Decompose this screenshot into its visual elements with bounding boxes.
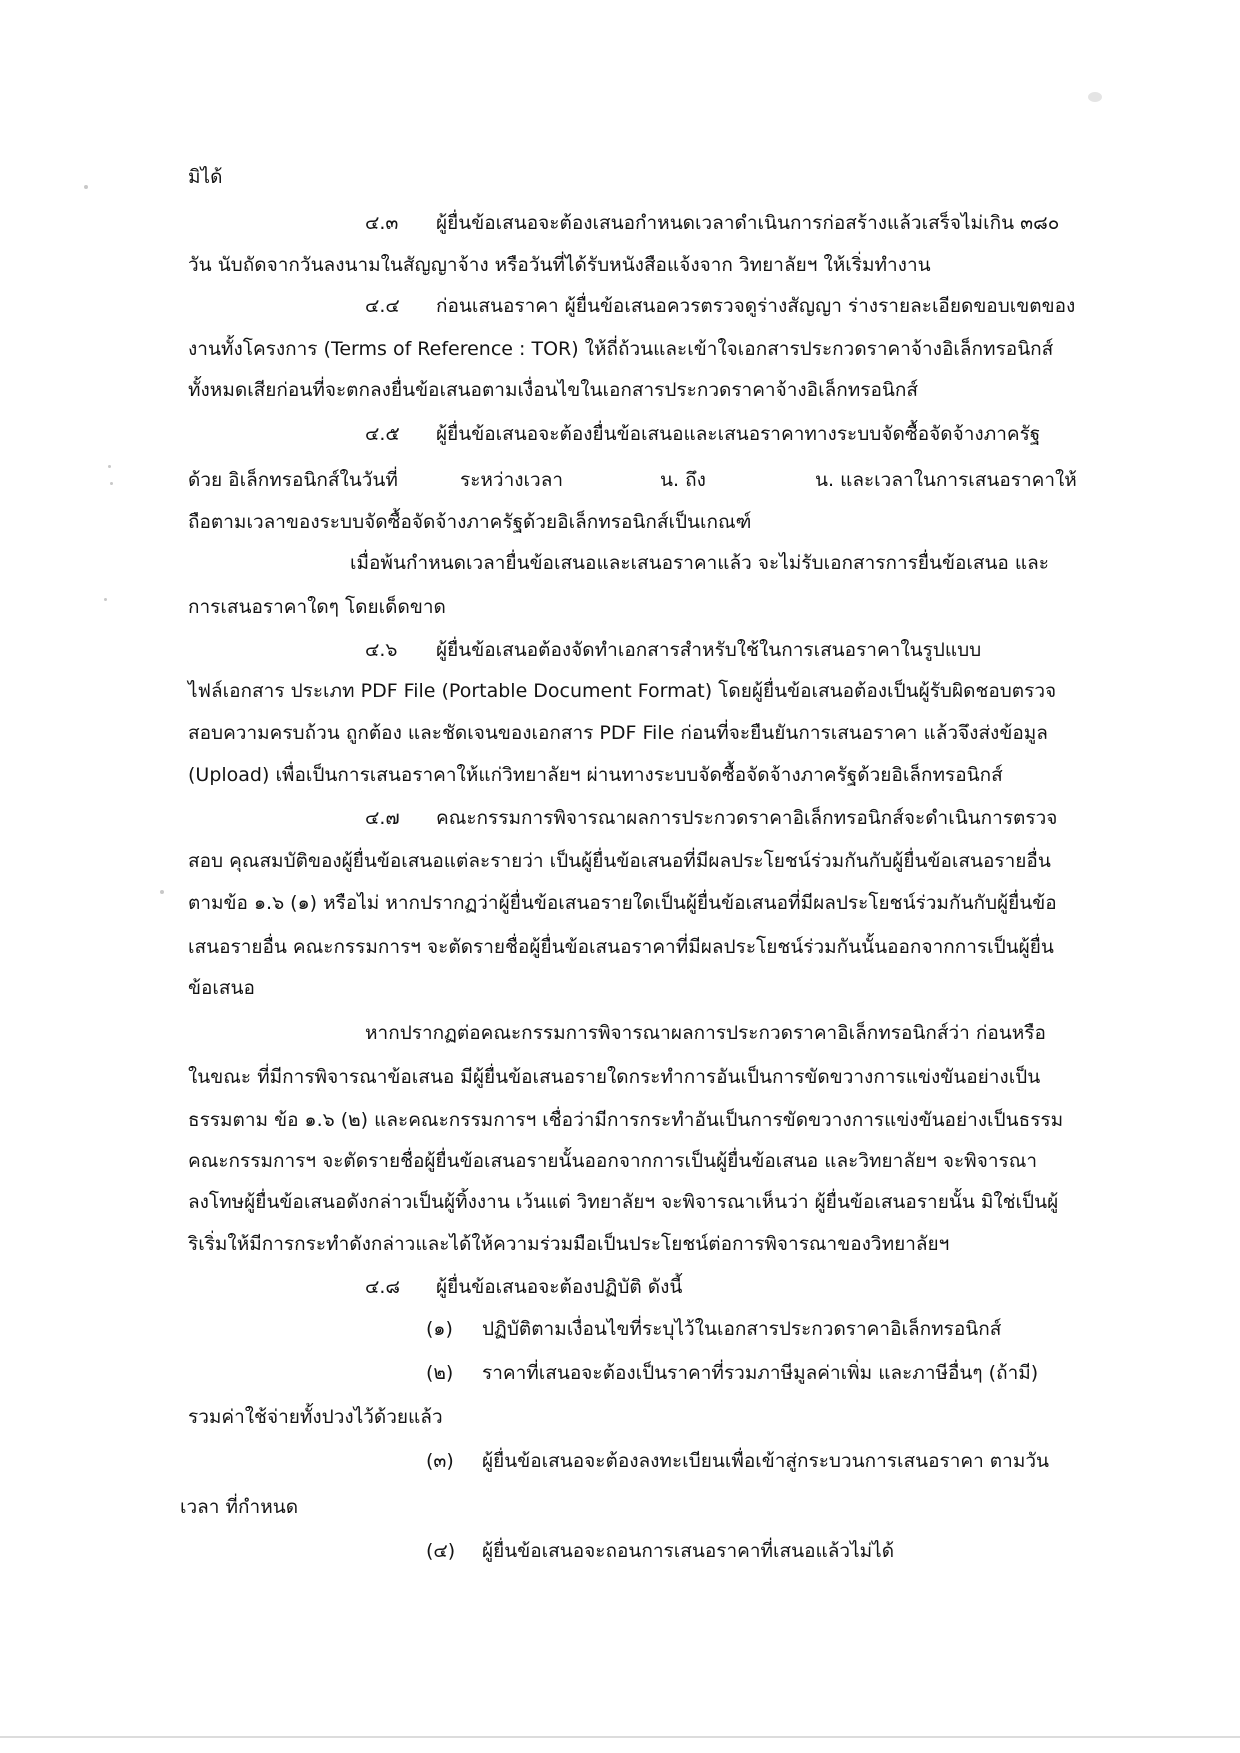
section-number: ๔.๗ bbox=[365, 807, 400, 829]
text-line: ปฏิบัติตามเงื่อนไขที่ระบุไว้ในเอกสารประกวดราคาอิเล็กทรอนิกส์ bbox=[482, 1318, 1002, 1340]
text-line: ริเริ่มให้มีการกระทำดังกล่าวและได้ให้ความร่วมมือเป็นประโยชน์ต่อการพิจารณาของวิทยาลัยฯ bbox=[188, 1233, 950, 1255]
text-line: ไฟล์เอกสาร ประเภท PDF File (Portable Document Format) โดยผู้ยื่นข้อเสนอต้องเป็นผู้รับผิดชอบตรวจ bbox=[188, 680, 1057, 702]
section-number: ๔.๔ bbox=[365, 295, 400, 317]
text-line: คณะกรรมการฯ จะตัดรายชื่อผู้ยื่นข้อเสนอรายนั้นออกจากการเป็นผู้ยื่นข้อเสนอ และวิทยาลัยฯ จะพิจารณา bbox=[188, 1150, 1037, 1172]
text-line: ผู้ยื่นข้อเสนอต้องจัดทำเอกสารสำหรับใช้ในการเสนอราคาในรูปแบบ bbox=[436, 639, 982, 661]
text-line: ก่อนเสนอราคา ผู้ยื่นข้อเสนอควรตรวจดูร่างสัญญา ร่างรายละเอียดขอบเขตของ bbox=[436, 295, 1076, 317]
text-line: การเสนอราคาใดๆ โดยเด็ดขาด bbox=[188, 596, 446, 618]
text-line: รวมค่าใช้จ่ายทั้งปวงไว้ด้วยแล้ว bbox=[188, 1406, 443, 1428]
text-line: ผู้ยื่นข้อเสนอจะถอนการเสนอราคาที่เสนอแล้วไม่ได้ bbox=[482, 1540, 895, 1562]
text-line: ธรรมตาม ข้อ ๑.๖ (๒) และคณะกรรมการฯ เชื่อว่ามีการกระทำอันเป็นการขัดขวางการแข่งขันอย่างเป็นธรรม bbox=[188, 1109, 1064, 1131]
text-line: เมื่อพ้นกำหนดเวลายื่นข้อเสนอและเสนอราคาแล้ว จะไม่รับเอกสารการยื่นข้อเสนอ และ bbox=[350, 552, 1049, 574]
text-line: มิได้ bbox=[188, 166, 223, 188]
text-line: ข้อเสนอ bbox=[188, 977, 255, 999]
text-line: ผู้ยื่นข้อเสนอจะต้องเสนอกำหนดเวลาดำเนินการก่อสร้างแล้วเสร็จไม่เกิน ๓๘๐ bbox=[436, 212, 1060, 234]
scan-edge bbox=[0, 1736, 1240, 1738]
section-number: ๔.๘ bbox=[365, 1276, 401, 1298]
section-number: ๔.๓ bbox=[365, 212, 399, 234]
text-line: ด้วย อิเล็กทรอนิกส์ในวันที่ bbox=[188, 469, 398, 491]
text-line: คณะกรรมการพิจารณาผลการประกวดราคาอิเล็กทรอนิกส์จะดำเนินการตรวจ bbox=[436, 807, 1058, 829]
scan-speck bbox=[110, 482, 113, 485]
item-number: (๔) bbox=[426, 1540, 456, 1562]
item-number: (๓) bbox=[426, 1450, 454, 1472]
text-line: ผู้ยื่นข้อเสนอจะต้องลงทะเบียนเพื่อเข้าสู่กระบวนการเสนอราคา ตามวัน bbox=[482, 1450, 1049, 1472]
text-line: ตามข้อ ๑.๖ (๑) หรือไม่ หากปรากฏว่าผู้ยื่นข้อเสนอรายใดเป็นผู้ยื่นข้อเสนอที่มีผลประโยชน์ร่วมกันกับผู้ยื่นข้อ bbox=[188, 892, 1057, 914]
text-line: ระหว่างเวลา bbox=[460, 469, 564, 491]
text-line: ลงโทษผู้ยื่นข้อเสนอดังกล่าวเป็นผู้ทิ้งงาน เว้นแต่ วิทยาลัยฯ จะพิจารณาเห็นว่า ผู้ยื่นข้อเสนอรายนั้น มิใช่เป็นผู้ bbox=[188, 1191, 1059, 1213]
text-line: (Upload) เพื่อเป็นการเสนอราคาให้แก่วิทยาลัยฯ ผ่านทางระบบจัดซื้อจัดจ้างภาครัฐด้วยอิเล็กทรอนิกส์ bbox=[188, 764, 1003, 786]
text-line: สอบความครบถ้วน ถูกต้อง และชัดเจนของเอกสาร PDF File ก่อนที่จะยืนยันการเสนอราคา แล้วจึงส่งข้อมูล bbox=[188, 722, 1048, 744]
scan-speck bbox=[104, 598, 107, 601]
section-number: ๔.๖ bbox=[365, 639, 398, 661]
text-line: ในขณะ ที่มีการพิจารณาข้อเสนอ มีผู้ยื่นข้อเสนอรายใดกระทำการอันเป็นการขัดขวางการแข่งขันอย่างเป็น bbox=[188, 1066, 1041, 1088]
text-line: เวลา ที่กำหนด bbox=[180, 1496, 299, 1518]
scan-speck bbox=[84, 185, 88, 189]
scan-speck bbox=[108, 465, 111, 468]
text-line: น. ถึง bbox=[660, 469, 706, 491]
text-line: น. และเวลาในการเสนอราคาให้ bbox=[815, 469, 1077, 491]
text-line: ผู้ยื่นข้อเสนอจะต้องยื่นข้อเสนอและเสนอราคาทางระบบจัดซื้อจัดจ้างภาครัฐ bbox=[436, 423, 1041, 445]
text-line: เสนอรายอื่น คณะกรรมการฯ จะตัดรายชื่อผู้ยื่นข้อเสนอราคาที่มีผลประโยชน์ร่วมกันนั้นออกจากการเป็นผู้ยื่น bbox=[188, 936, 1054, 958]
section-number: ๔.๕ bbox=[365, 423, 400, 445]
text-line: ถือตามเวลาของระบบจัดซื้อจัดจ้างภาครัฐด้วยอิเล็กทรอนิกส์เป็นเกณฑ์ bbox=[188, 511, 752, 533]
text-line: งานทั้งโครงการ (Terms of Reference : TOR) ให้ถี่ถ้วนและเข้าใจเอกสารประกวดราคาจ้างอิเล็กทรอนิกส์ bbox=[188, 338, 1054, 360]
text-line: หากปรากฏต่อคณะกรรมการพิจารณาผลการประกวดราคาอิเล็กทรอนิกส์ว่า ก่อนหรือ bbox=[365, 1022, 1046, 1044]
scan-speck bbox=[1088, 92, 1102, 102]
item-number: (๒) bbox=[426, 1362, 454, 1384]
text-line: สอบ คุณสมบัติของผู้ยื่นข้อเสนอแต่ละรายว่า เป็นผู้ยื่นข้อเสนอที่มีผลประโยชน์ร่วมกันกับผู้ยื่นข้อเสนอรายอื่น bbox=[188, 850, 1051, 872]
text-line: วัน นับถัดจากวันลงนามในสัญญาจ้าง หรือวันที่ได้รับหนังสือแจ้งจาก วิทยาลัยฯ ให้เริ่มทำงาน bbox=[188, 254, 931, 276]
item-number: (๑) bbox=[426, 1318, 453, 1340]
text-line: ราคาที่เสนอจะต้องเป็นราคาที่รวมภาษีมูลค่าเพิ่ม และภาษีอื่นๆ (ถ้ามี) bbox=[482, 1362, 1039, 1384]
text-line: ทั้งหมดเสียก่อนที่จะตกลงยื่นข้อเสนอตามเงื่อนไขในเอกสารประกวดราคาจ้างอิเล็กทรอนิกส์ bbox=[188, 379, 918, 401]
text-line: ผู้ยื่นข้อเสนอจะต้องปฏิบัติ ดังนี้ bbox=[436, 1276, 683, 1298]
scan-speck bbox=[160, 890, 164, 894]
